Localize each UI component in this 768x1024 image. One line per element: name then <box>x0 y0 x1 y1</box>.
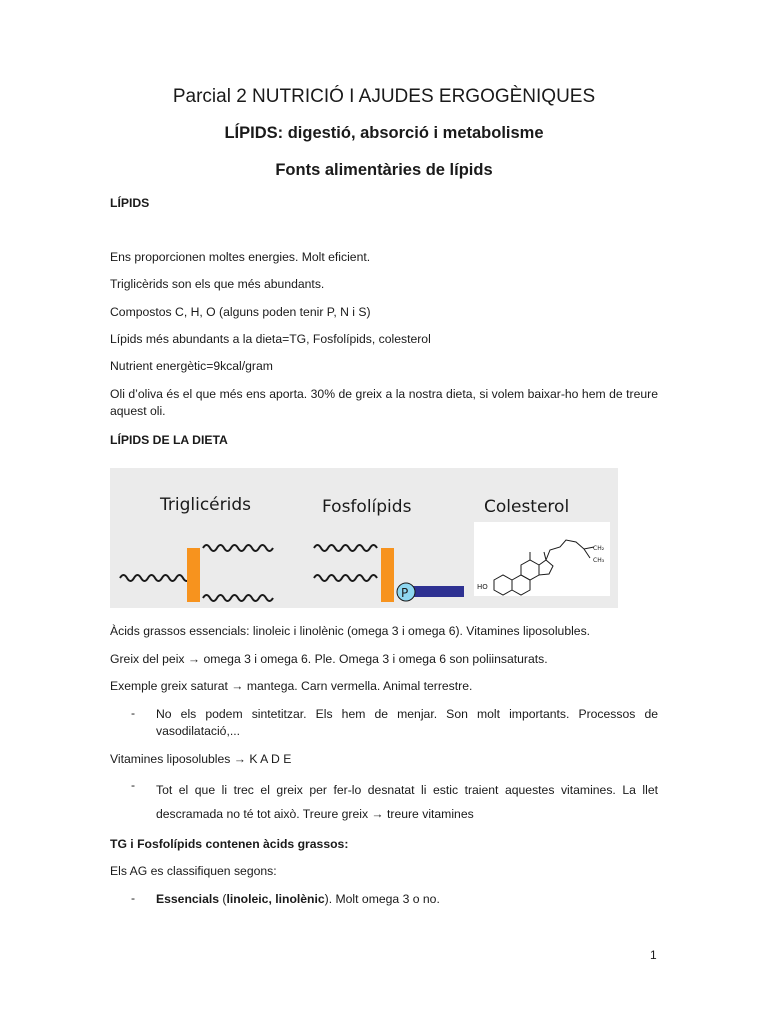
paragraph: Triglicèrids son els que més abundants. <box>110 277 325 291</box>
paragraph: Ens proporcionen moltes energies. Molt eficient. <box>110 250 371 264</box>
phospholipid-structure <box>314 545 464 602</box>
lipids-diagram <box>110 468 618 608</box>
paragraph: Lípids més abundants a la dieta=TG, Fosfolípids, colesterol <box>110 332 431 346</box>
paragraph: Àcids grassos essencials: linoleic i linolènic (omega 3 i omega 6). Vitamines liposolubles. <box>110 624 591 638</box>
section-subtitle-2: Fonts alimentàries de lípids <box>275 161 493 179</box>
bullet-item-essentials <box>156 891 658 908</box>
bold-text: linoleic, linolènic <box>226 892 325 906</box>
page-number: 1 <box>650 948 657 962</box>
paragraph: Els AG es classifiquen segons: <box>110 864 277 878</box>
fatty-acid-chain <box>120 575 190 581</box>
lipids-figure <box>110 468 618 608</box>
glycerol-backbone <box>187 548 200 602</box>
lipids-heading: LÍPIDS <box>110 196 150 210</box>
document-title: Parcial 2 NUTRICIÓ I AJUDES ERGOGÈNIQUES <box>172 86 596 107</box>
cholesterol-label: Colesterol <box>484 497 570 517</box>
fatty-acids-heading: TG i Fosfolípids contenen àcids grassos: <box>110 837 349 851</box>
bullet-dash: - <box>131 778 136 792</box>
bullet-item: Tot el que li trec el greix per fer-lo desnatat li estic traient aquestes vitamines. La llet descramada no té tot això. Treure greix → treure vitamines <box>156 783 658 821</box>
ch2-label: CH₂ <box>593 545 605 552</box>
glycerol-backbone <box>381 548 394 602</box>
bold-text: Essencials <box>156 892 220 906</box>
paragraph: Greix del peix → omega 3 i omega 6. Ple. Omega 3 i omega 6 son poliinsaturats. <box>110 652 548 666</box>
fatty-acid-chain <box>314 545 377 551</box>
paragraph: Oli d’oliva és el que més ens aporta. 30% de greix a la nostra dieta, si volem baixar-ho hem de treure aquest oli. <box>110 387 658 418</box>
fatty-acid-chain <box>203 595 273 601</box>
triglycerides-label: Triglicérids <box>160 495 252 515</box>
phosphate-tail <box>412 586 464 597</box>
ho-label: HO <box>477 583 488 591</box>
paragraph: Nutrient energètic=9kcal/gram <box>110 359 273 373</box>
bullet-item: No els podem sintetitzar. Els hem de menjar. Son molt importants. Processos de vasodilatació,... <box>156 707 658 738</box>
phosphate-label: P <box>401 586 409 600</box>
paragraph: Vitamines liposolubles → K A D E <box>110 752 292 766</box>
paragraph: Compostos C, H, O (alguns poden tenir P, N i S) <box>110 305 371 319</box>
cholesterol-structure <box>474 522 610 596</box>
ch3-label: CH₃ <box>593 557 605 564</box>
paragraph: Exemple greix saturat → mantega. Carn vermella. Animal terrestre. <box>110 679 473 693</box>
fatty-acid-chain <box>203 545 273 551</box>
fatty-acid-chain <box>314 575 377 581</box>
plain-text: ( <box>219 892 227 906</box>
bullet-dash: - <box>131 891 136 905</box>
section-subtitle: LÍPIDS: digestió, absorció i metabolisme <box>224 124 544 142</box>
phospholipids-label: Fosfolípids <box>322 497 412 517</box>
triglyceride-structure <box>120 545 273 602</box>
dietary-lipids-heading: LÍPIDS DE LA DIETA <box>110 433 228 447</box>
plain-text: ). Molt omega 3 o no. <box>324 892 440 906</box>
bullet-dash: - <box>131 706 136 720</box>
